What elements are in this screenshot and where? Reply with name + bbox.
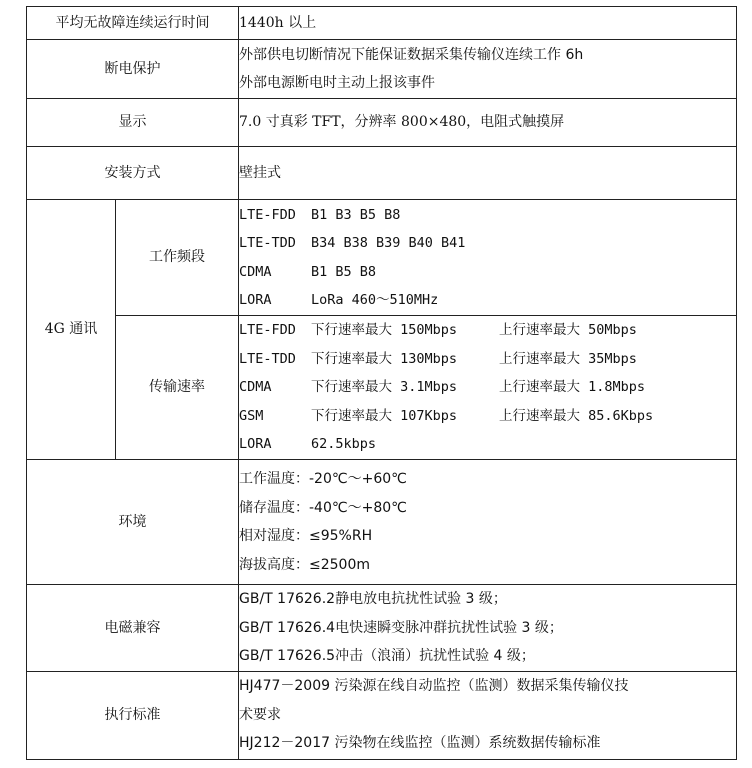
label-emc: 电磁兼容 <box>27 585 239 672</box>
row-env <box>27 460 737 585</box>
band-line <box>239 258 736 287</box>
label-install: 安装方式 <box>27 147 239 200</box>
value-mtbf: 1440h 以上 <box>239 7 737 40</box>
label-comm-rate: 传输速率 <box>116 316 239 460</box>
band-network: CDMA <box>239 263 272 280</box>
band-network: LTE-FDD <box>239 206 296 223</box>
band-values: B1 B3 B5 B8 <box>311 206 401 223</box>
rate-up: 上行速率最大 1.8Mbps <box>499 379 646 396</box>
rate-network: LORA <box>239 436 272 453</box>
rate-line <box>239 430 736 459</box>
rate-line <box>239 402 736 431</box>
row-power-protect <box>27 40 737 99</box>
rate-network: GSM <box>239 407 264 424</box>
env-line: 工作温度：-20℃～+60℃ <box>239 471 407 487</box>
label-mtbf: 平均无故障连续运行时间 <box>27 7 239 40</box>
value-env <box>239 460 737 585</box>
rate-network: CDMA <box>239 379 272 396</box>
label-comm: 4G 通讯 <box>27 200 116 460</box>
row-comm-band <box>27 200 737 316</box>
rate-down: 下行速率最大 150Mbps <box>311 322 458 339</box>
emc-line: GB/T 17626.4电快速瞬变脉冲群抗扰性试验 3 级； <box>239 619 563 636</box>
band-values: B1 B5 B8 <box>311 263 377 280</box>
env-line: 海拔高度：≤2500m <box>239 556 370 573</box>
rate-line <box>239 345 736 374</box>
label-power-protect: 断电保护 <box>27 40 239 99</box>
label-comm-band: 工作频段 <box>116 200 239 316</box>
rate-up: 上行速率最大 85.6Kbps <box>499 407 654 424</box>
rate-line <box>239 373 736 402</box>
value-emc <box>239 585 737 672</box>
band-values: B34 B38 B39 B40 B41 <box>311 235 466 251</box>
label-display: 显示 <box>27 99 239 147</box>
rate-up: 上行速率最大 50Mbps <box>499 322 637 339</box>
band-network: LORA <box>239 292 272 308</box>
row-standard <box>27 671 737 759</box>
standard-line: HJ477－2009 污染源在线自动监控（监测）数据采集传输仪技 <box>239 678 629 695</box>
rate-down: 下行速率最大 107Kbps <box>311 407 458 424</box>
value-display: 7.0 寸真彩 TFT，分辨率 800×480，电阻式触摸屏 <box>239 99 737 147</box>
row-mtbf <box>27 7 737 40</box>
power-protect-line: 外部电源断电时主动上报该事件 <box>239 75 435 91</box>
spec-table <box>26 6 737 760</box>
emc-line: GB/T 17626.2静电放电抗扰性试验 3 级； <box>239 591 507 607</box>
emc-line: GB/T 17626.5冲击（浪涌）抗扰性试验 4 级； <box>239 648 535 664</box>
env-line: 相对湿度：≤95%RH <box>239 528 373 544</box>
rate-network: LTE-TDD <box>239 350 296 367</box>
standard-line: 术要求 <box>239 706 281 723</box>
row-display <box>27 99 737 147</box>
band-line <box>239 286 736 315</box>
value-install: 壁挂式 <box>239 147 737 200</box>
rate-up: 上行速率最大 35Mbps <box>499 350 637 367</box>
row-install <box>27 147 737 200</box>
value-comm-band <box>239 200 737 316</box>
power-protect-line: 外部供电切断情况下能保证数据采集传输仪连续工作 6h <box>239 46 584 63</box>
row-emc <box>27 585 737 672</box>
band-line <box>239 229 736 258</box>
band-values: LoRa 460～510MHz <box>311 292 439 308</box>
rate-down: 下行速率最大 3.1Mbps <box>311 379 458 396</box>
row-comm-rate <box>27 316 737 460</box>
rate-line <box>239 316 736 345</box>
value-comm-rate <box>239 316 737 460</box>
label-env: 环境 <box>27 460 239 585</box>
label-standard: 执行标准 <box>27 671 239 759</box>
rate-down: 下行速率最大 130Mbps <box>311 350 458 367</box>
env-line: 储存温度：-40℃～+80℃ <box>239 499 407 516</box>
value-standard <box>239 671 737 759</box>
value-power-protect <box>239 40 737 99</box>
band-network: LTE-TDD <box>239 235 296 251</box>
standard-line: HJ212－2017 污染物在线监控（监测）系统数据传输标准 <box>239 735 601 752</box>
band-line <box>239 201 736 230</box>
rate-down: 62.5kbps <box>311 436 377 453</box>
rate-network: LTE-FDD <box>239 322 296 339</box>
